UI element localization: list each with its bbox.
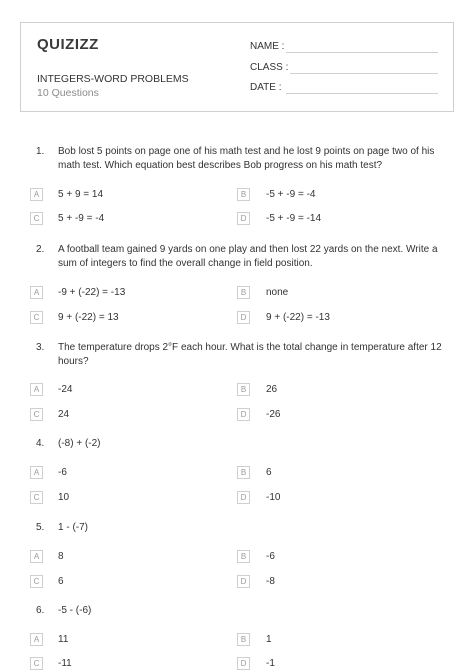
option-text: -26 <box>266 409 281 420</box>
option-text: 8 <box>58 551 64 562</box>
option-text: 9 + (-22) = -13 <box>266 312 330 323</box>
option-letter-box[interactable]: D <box>237 575 250 588</box>
option-letter-box[interactable]: C <box>30 657 43 670</box>
option-letter-box[interactable]: A <box>30 286 43 299</box>
option-letter-box[interactable]: D <box>237 311 250 324</box>
option-letter-box[interactable]: D <box>237 657 250 670</box>
question-number: 4. <box>36 438 45 449</box>
option-letter-box[interactable]: A <box>30 383 43 396</box>
worksheet-title: INTEGERS-WORD PROBLEMS <box>37 73 189 85</box>
question-number: 1. <box>36 146 45 157</box>
question-text-line: hours? <box>58 356 89 367</box>
option-letter-box[interactable]: A <box>30 550 43 563</box>
question-text-line: 1 - (-7) <box>58 522 88 533</box>
question-count: 10 Questions <box>37 87 99 99</box>
option-text: -6 <box>266 551 275 562</box>
question-number: 3. <box>36 342 45 353</box>
option-text: -24 <box>58 384 73 395</box>
option-text: -5 + -9 = -14 <box>266 213 322 224</box>
option-letter-box[interactable]: B <box>237 550 250 563</box>
class-label: CLASS : <box>250 62 289 73</box>
question-number: 5. <box>36 522 45 533</box>
option-text: 26 <box>266 384 278 395</box>
class-line[interactable] <box>290 73 438 74</box>
option-text: 10 <box>58 492 70 503</box>
question-text-line: (-8) + (-2) <box>58 438 101 449</box>
option-letter-box[interactable]: B <box>237 286 250 299</box>
option-letter-box[interactable]: A <box>30 633 43 646</box>
name-label: NAME : <box>250 41 285 52</box>
option-letter-box[interactable]: D <box>237 408 250 421</box>
option-text: -9 + (-22) = -13 <box>58 287 126 298</box>
question-text-line: Bob lost 5 points on page one of his math test and he lost 9 points on page two of his <box>58 146 435 157</box>
option-letter-box[interactable]: C <box>30 491 43 504</box>
option-letter-box[interactable]: D <box>237 212 250 225</box>
option-text: none <box>266 287 289 298</box>
option-letter-box[interactable]: B <box>237 466 250 479</box>
option-text: 6 <box>58 576 64 587</box>
question-text-line: The temperature drops 2°F each hour. What is the total change in temperature after 12 <box>58 342 442 353</box>
option-text: -1 <box>266 658 275 669</box>
option-letter-box[interactable]: B <box>237 383 250 396</box>
question-text-line: -5 - (-6) <box>58 605 92 616</box>
question-number: 2. <box>36 244 45 255</box>
option-text: 11 <box>58 634 69 645</box>
date-line[interactable] <box>286 93 438 94</box>
option-text: 1 <box>266 634 272 645</box>
name-line[interactable] <box>286 52 438 53</box>
date-label: DATE : <box>250 82 282 93</box>
question-text-line: sum of integers to find the overall change in field position. <box>58 258 313 269</box>
question-text-line: A football team gained 9 yards on one play and then lost 22 yards on the next. Write a <box>58 244 438 255</box>
option-letter-box[interactable]: A <box>30 188 43 201</box>
option-letter-box[interactable]: B <box>237 188 250 201</box>
option-text: -6 <box>58 467 67 478</box>
question-number: 6. <box>36 605 45 616</box>
option-text: 24 <box>58 409 70 420</box>
option-letter-box[interactable]: C <box>30 575 43 588</box>
option-text: 9 + (-22) = 13 <box>58 312 119 323</box>
option-letter-box[interactable]: C <box>30 408 43 421</box>
question-text-line: math test. Which equation best describes Bob progress on his math test? <box>58 160 383 171</box>
quizizz-logo: QUIZIZZ <box>37 36 99 53</box>
option-text: 5 + -9 = -4 <box>58 213 105 224</box>
option-text: 5 + 9 = 14 <box>58 189 104 200</box>
option-letter-box[interactable]: A <box>30 466 43 479</box>
option-letter-box[interactable]: C <box>30 212 43 225</box>
option-letter-box[interactable]: B <box>237 633 250 646</box>
option-text: -5 + -9 = -4 <box>266 189 316 200</box>
option-letter-box[interactable]: D <box>237 491 250 504</box>
option-text: -8 <box>266 576 275 587</box>
option-text: -10 <box>266 492 281 503</box>
option-letter-box[interactable]: C <box>30 311 43 324</box>
option-text: 6 <box>266 467 272 478</box>
option-text: -11 <box>58 658 72 669</box>
